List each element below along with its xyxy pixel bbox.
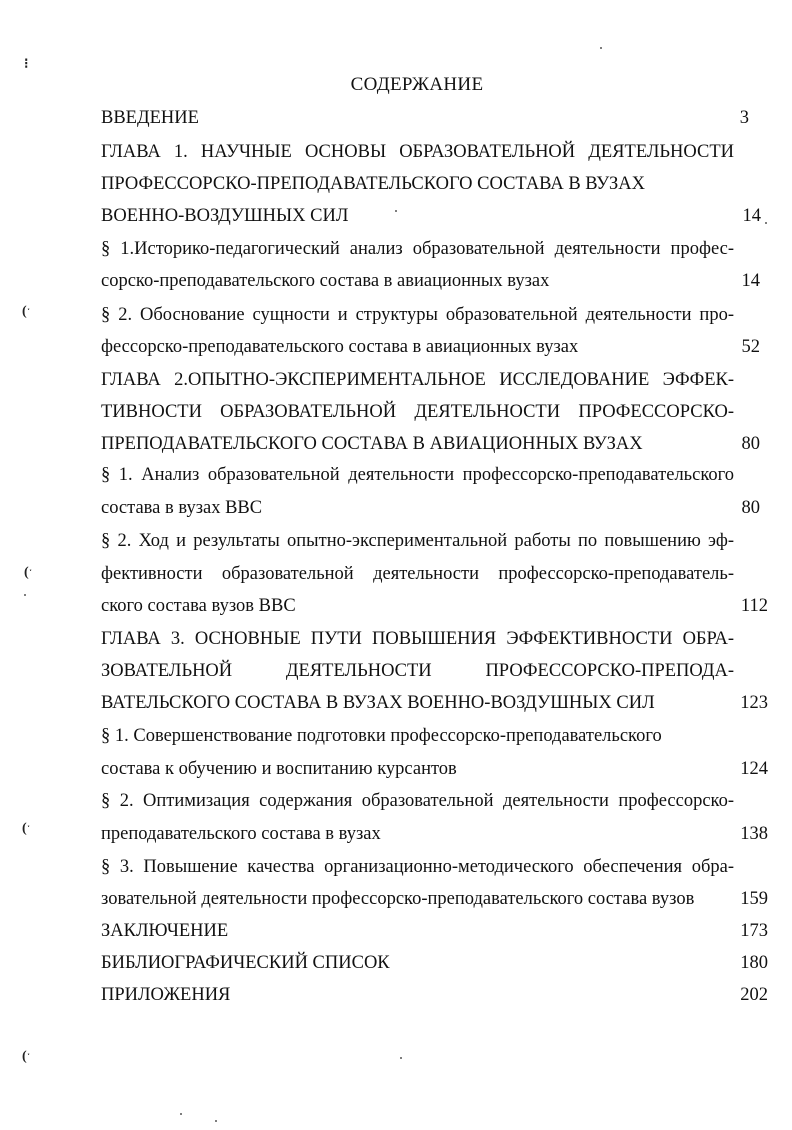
toc-page-appendices: 202 bbox=[740, 985, 768, 1005]
toc-chapter-2-line-3: ПРЕПОДАВАТЕЛЬСКОГО СОСТАВА В АВИАЦИОННЫХ ВУЗАХ bbox=[101, 434, 643, 454]
toc-ch1-sec2-line-1: § 2. Обоснование сущности и структуры образовательной деятельности про- bbox=[101, 305, 734, 325]
toc-chapter-1-line-2: ПРОФЕССОРСКО-ПРЕПОДАВАТЕЛЬСКОГО СОСТАВА В ВУЗАХ bbox=[101, 174, 645, 194]
toc-ch3-sec1-line-2: состава к обучению и воспитанию курсантов bbox=[101, 759, 457, 779]
toc-entry-conclusion: ЗАКЛЮЧЕНИЕ bbox=[101, 921, 229, 941]
toc-entry-bibliography: БИБЛИОГРАФИЧЕСКИЙ СПИСОК bbox=[101, 953, 390, 973]
toc-ch1-sec2-line-2: фессорско-преподавательского состава в авиационных вузах bbox=[101, 337, 579, 357]
toc-page-ch1-sec2: 52 bbox=[741, 337, 760, 357]
page-title: СОДЕРЖАНИЕ bbox=[350, 74, 484, 95]
scan-mark-icon: ⁝ bbox=[24, 57, 29, 72]
toc-chapter-2-line-2: ТИВНОСТИ ОБРАЗОВАТЕЛЬНОЙ ДЕЯТЕЛЬНОСТИ ПРОФЕССОРСКО- bbox=[101, 402, 734, 422]
toc-ch1-sec1-line-2: сорско-преподавательского состава в авиационных вузах bbox=[101, 271, 550, 291]
scan-speck bbox=[400, 1057, 402, 1059]
toc-page-conclusion: 173 bbox=[740, 921, 768, 941]
scan-speck bbox=[765, 222, 767, 224]
toc-ch3-sec2-line-2: преподавательского состава в вузах bbox=[101, 824, 381, 844]
toc-chapter-1-line-1: ГЛАВА 1. НАУЧНЫЕ ОСНОВЫ ОБРАЗОВАТЕЛЬНОЙ ДЕЯТЕЛЬНОСТИ bbox=[101, 142, 734, 162]
toc-ch2-sec2-line-3: ского состава вузов ВВС bbox=[101, 596, 296, 616]
toc-page-ch3-sec2: 138 bbox=[740, 824, 768, 844]
toc-chapter-1-line-3: ВОЕННО-ВОЗДУШНЫХ СИЛ bbox=[101, 206, 349, 226]
scan-speck bbox=[180, 1113, 182, 1115]
toc-ch2-sec2-line-1: § 2. Ход и результаты опытно-экспериментальной работы по повышению эф- bbox=[101, 531, 734, 551]
toc-page-ch1-sec1: 14 bbox=[741, 271, 760, 291]
toc-page-ch2-sec2: 112 bbox=[740, 596, 768, 616]
toc-ch2-sec1-line-2: состава в вузах ВВС bbox=[101, 498, 263, 518]
toc-ch3-sec1-line-1: § 1. Совершенствование подготовки профессорско-преподавательского bbox=[101, 726, 662, 746]
toc-page-bibliography: 180 bbox=[740, 953, 768, 973]
toc-chapter-3-line-1: ГЛАВА 3. ОСНОВНЫЕ ПУТИ ПОВЫШЕНИЯ ЭФФЕКТИВНОСТИ ОБРА- bbox=[101, 629, 734, 649]
toc-page-intro: 3 bbox=[739, 108, 749, 128]
toc-page-chapter-1: 14 bbox=[742, 206, 761, 226]
toc-chapter-3-line-3: ВАТЕЛЬСКОГО СОСТАВА В ВУЗАХ ВОЕННО-ВОЗДУШНЫХ СИЛ bbox=[101, 693, 655, 713]
toc-page-ch3-sec1: 124 bbox=[740, 759, 768, 779]
scan-speck bbox=[395, 210, 397, 212]
toc-entry-intro: ВВЕДЕНИЕ bbox=[101, 108, 199, 128]
scan-mark-icon: (ˑ bbox=[22, 821, 31, 836]
toc-ch2-sec2-line-2: фективности образовательной деятельности профессорско-преподаватель- bbox=[101, 564, 734, 584]
toc-page-ch2-sec1: 80 bbox=[741, 498, 760, 518]
toc-page-chapter-2: 80 bbox=[741, 434, 760, 454]
toc-ch3-sec2-line-1: § 2. Оптимизация содержания образовательной деятельности профессорско- bbox=[101, 791, 734, 811]
toc-page-ch3-sec3: 159 bbox=[740, 889, 768, 909]
scan-speck bbox=[24, 594, 26, 596]
toc-entry-appendices: ПРИЛОЖЕНИЯ bbox=[101, 985, 231, 1005]
scan-mark-icon: (ˑ bbox=[22, 304, 31, 319]
scan-mark-icon: (ˑ bbox=[22, 1049, 31, 1064]
toc-ch3-sec3-line-2: зовательной деятельности профессорско-преподавательского состава вузов bbox=[101, 889, 695, 909]
scan-mark-icon: (ˑ bbox=[24, 565, 33, 580]
toc-chapter-2-line-1: ГЛАВА 2.ОПЫТНО-ЭКСПЕРИМЕНТАЛЬНОЕ ИССЛЕДОВАНИЕ ЭФФЕК- bbox=[101, 370, 734, 390]
scan-speck bbox=[215, 1120, 217, 1122]
scan-speck bbox=[600, 47, 602, 49]
toc-ch2-sec1-line-1: § 1. Анализ образовательной деятельности профессорско-преподавательского bbox=[101, 465, 734, 485]
toc-ch1-sec1-line-1: § 1.Историко-педагогический анализ образовательной деятельности профес- bbox=[101, 239, 734, 259]
toc-chapter-3-line-2: ЗОВАТЕЛЬНОЙ ДЕЯТЕЛЬНОСТИ ПРОФЕССОРСКО-ПРЕПОДА- bbox=[101, 661, 734, 681]
toc-page-chapter-3: 123 bbox=[740, 693, 768, 713]
toc-ch3-sec3-line-1: § 3. Повышение качества организационно-методического обеспечения обра- bbox=[101, 857, 734, 877]
